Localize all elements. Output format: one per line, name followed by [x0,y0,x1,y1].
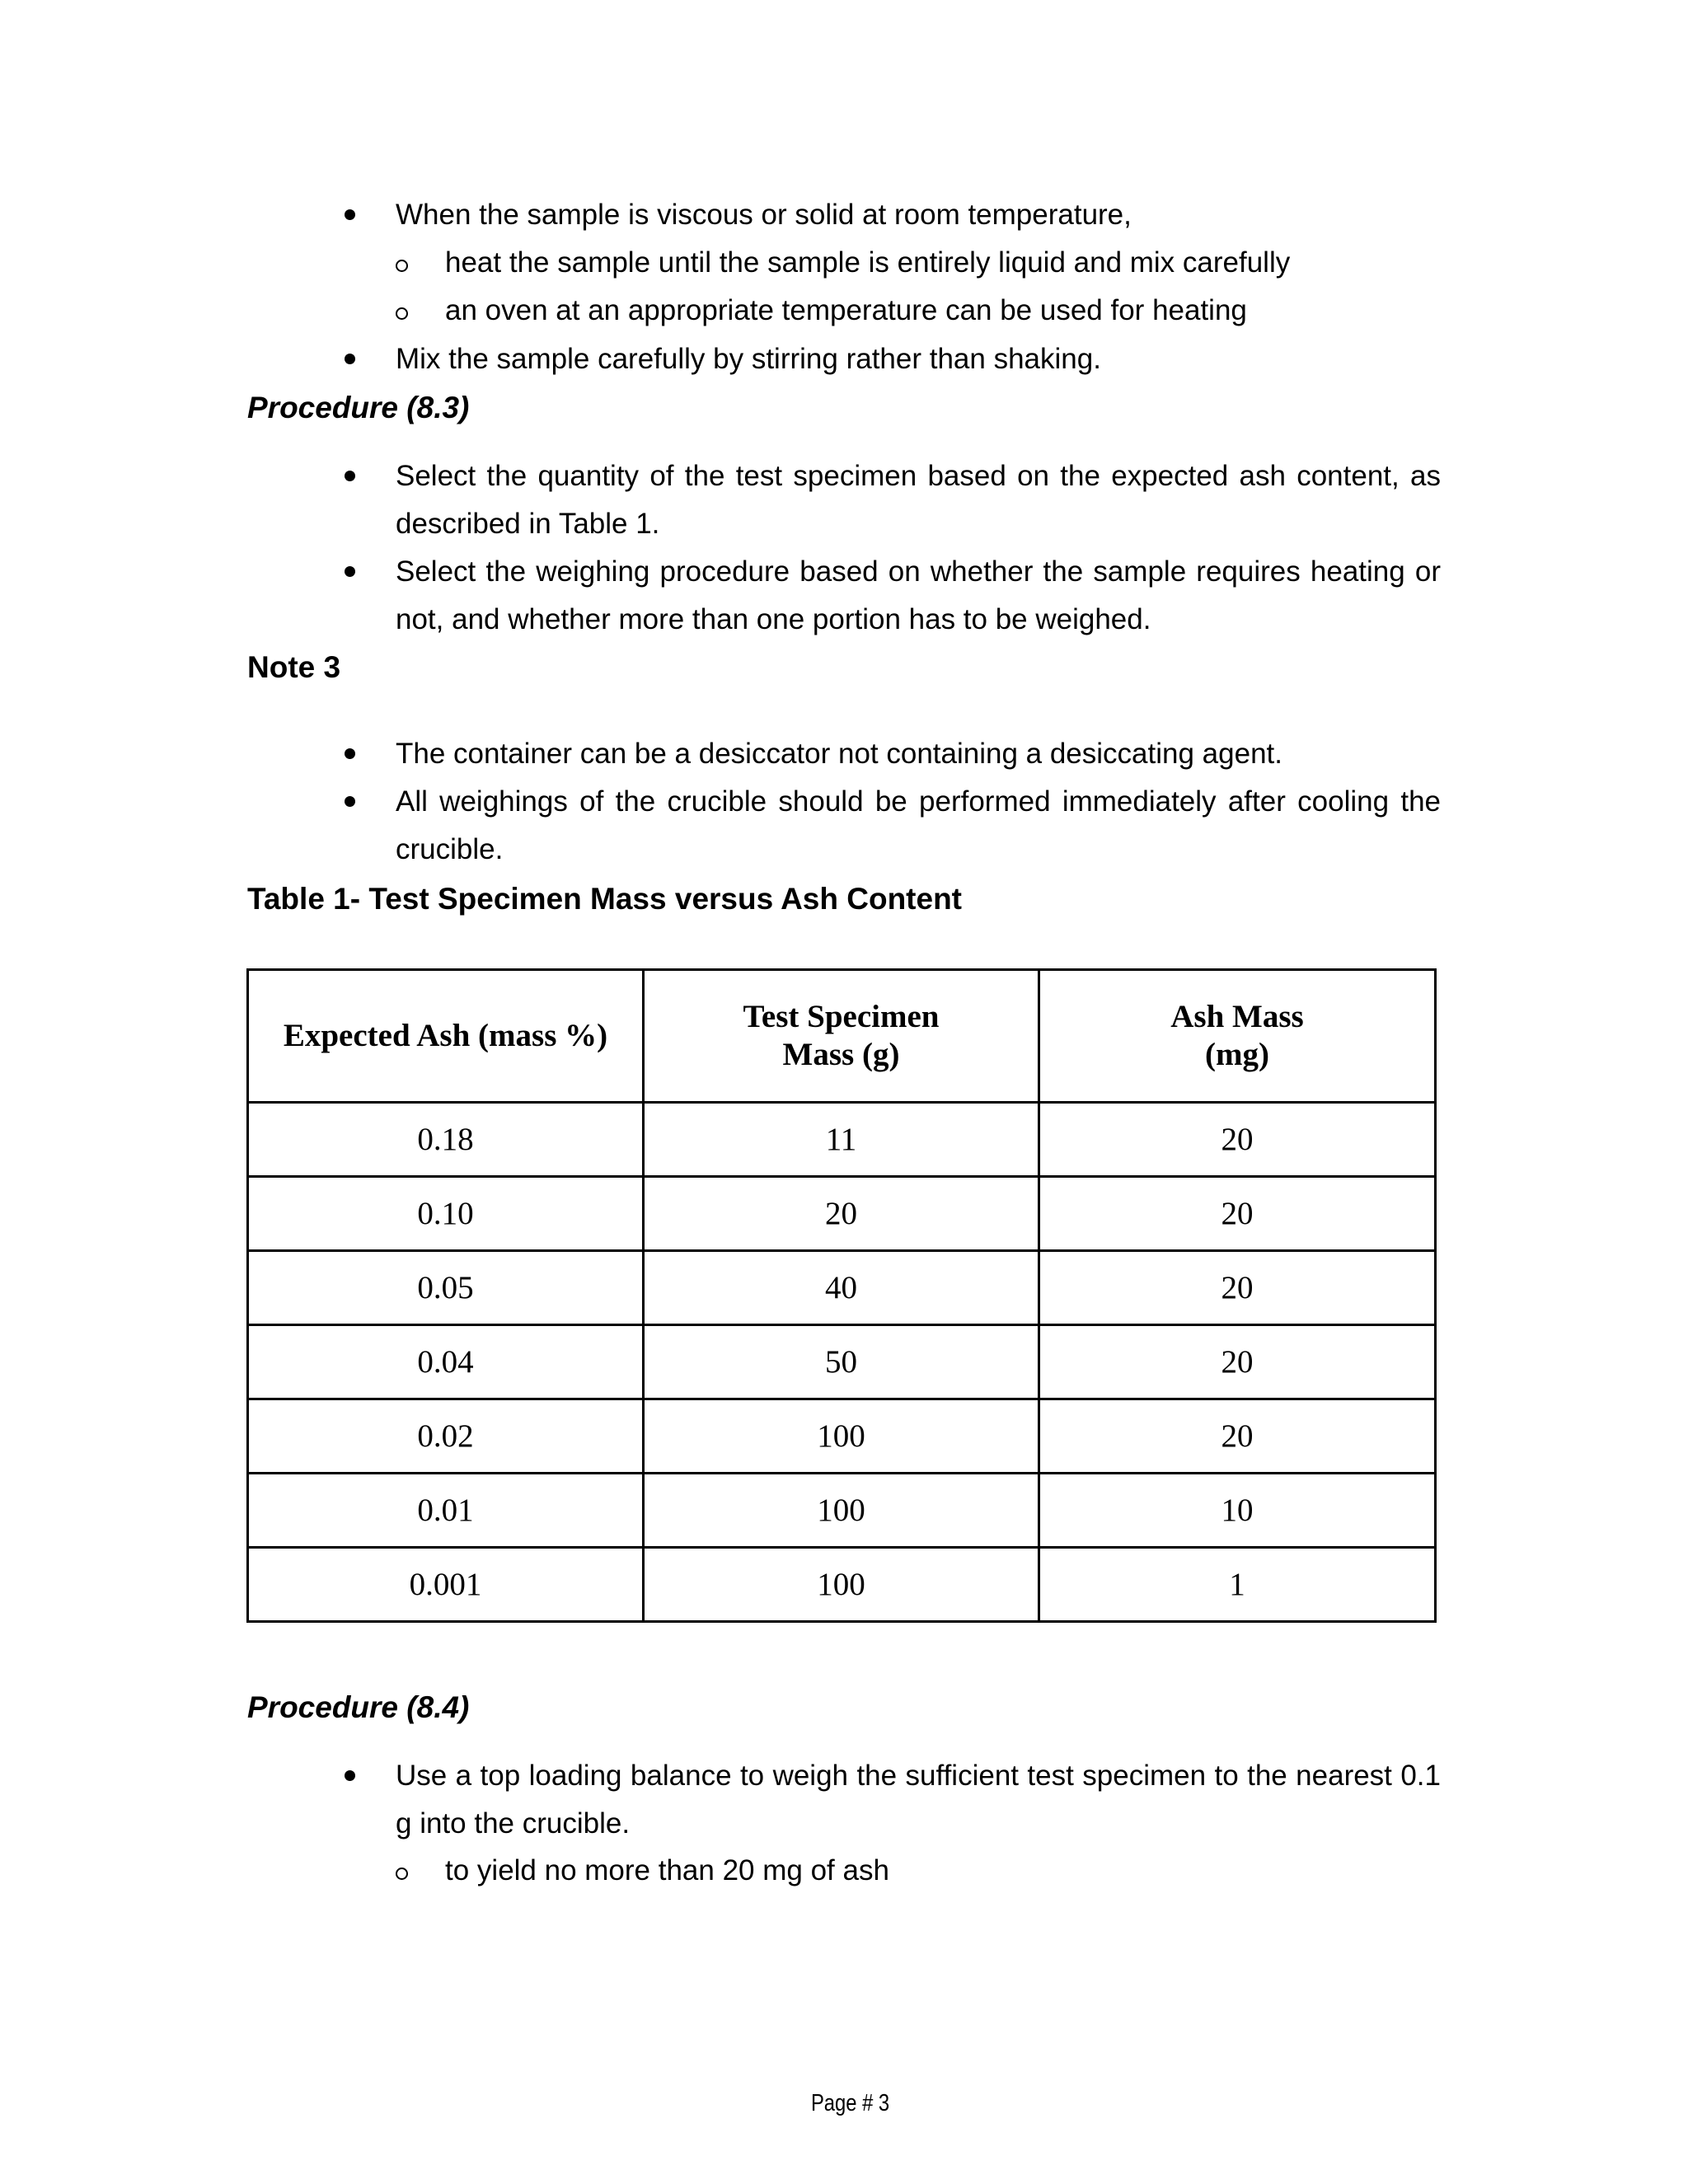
cell-specimen-mass: 100 [644,1399,1039,1474]
cell-specimen-mass: 50 [644,1325,1039,1399]
cell-ash-mass: 20 [1039,1399,1436,1474]
header-expected-ash [248,970,644,1103]
header-label: Expected Ash (mass %) [283,1018,608,1053]
bullet-icon [345,471,355,481]
procedure-8-4-heading: Procedure (8.4) [247,1690,470,1724]
cell-expected-ash: 0.01 [248,1474,644,1548]
cell-ash-mass: 10 [1039,1474,1436,1548]
table-row [248,1548,1436,1622]
sub-bullet-text: to yield no more than 20 mg of ash [445,1854,889,1886]
table-1-caption: Table 1- Test Specimen Mass versus Ash Content [247,882,963,916]
page-number: Page # 3 [810,2090,890,2116]
cell-expected-ash: 0.10 [248,1177,644,1251]
cell-expected-ash: 0.001 [248,1548,644,1622]
cell-specimen-mass: 20 [644,1177,1039,1251]
cell-ash-mass: 20 [1039,1325,1436,1399]
bullet-icon [345,566,355,577]
bullet-text: Use a top loading balance to weigh the sufficient test specimen to the nearest 0.1 g into the crucible. [396,1760,1441,1840]
header-label: Ash Mass (mg) [1170,999,1304,1072]
cell-specimen-mass: 100 [644,1548,1039,1622]
header-ash-mass [1039,970,1436,1103]
sub-bullet-text: an oven at an appropriate temperature can be used for heating [445,294,1247,326]
header-label: Test Specimen Mass (g) [743,999,940,1072]
table-row [248,1399,1436,1474]
circle-bullet-icon [396,1868,408,1880]
table-row [248,1325,1436,1399]
bullet-text: When the sample is viscous or solid at room temperature, [396,199,1132,231]
table-header-row [248,970,1436,1103]
cell-expected-ash: 0.18 [248,1103,644,1177]
cell-expected-ash: 0.05 [248,1251,644,1325]
bullet-icon [345,1770,355,1781]
cell-expected-ash: 0.04 [248,1325,644,1399]
cell-ash-mass: 20 [1039,1103,1436,1177]
bullet-text: Select the weighing procedure based on whether the sample requires heating or not, and whether more than one portion has to be weighed. [396,555,1441,635]
bullet-text: Select the quantity of the test specimen based on the expected ash content, as described in Table 1. [396,460,1441,540]
cell-specimen-mass: 100 [644,1474,1039,1548]
procedure-8-3-heading: Procedure (8.3) [247,391,470,424]
note-3-heading: Note 3 [247,650,341,684]
circle-bullet-icon [396,260,408,272]
table-row [248,1474,1436,1548]
bullet-text: Mix the sample carefully by stirring rather than shaking. [396,343,1101,375]
cell-ash-mass: 20 [1039,1251,1436,1325]
cell-expected-ash: 0.02 [248,1399,644,1474]
table-row [248,1177,1436,1251]
cell-ash-mass: 20 [1039,1177,1436,1251]
bullet-icon [345,748,355,759]
header-specimen-mass [644,970,1039,1103]
bullet-icon [345,354,355,364]
table-row [248,1103,1436,1177]
bullet-text: The container can be a desiccator not containing a desiccating agent. [396,738,1282,770]
sub-bullet-text: heat the sample until the sample is entirely liquid and mix carefully [445,246,1291,279]
bullet-text: All weighings of the crucible should be performed immediately after cooling the crucible. [396,785,1441,865]
cell-ash-mass: 1 [1039,1548,1436,1622]
table-row [248,1251,1436,1325]
ash-content-table [246,968,1437,1623]
cell-specimen-mass: 40 [644,1251,1039,1325]
bullet-icon [345,209,355,220]
cell-specimen-mass: 11 [644,1103,1039,1177]
circle-bullet-icon [396,307,408,320]
bullet-icon [345,796,355,807]
